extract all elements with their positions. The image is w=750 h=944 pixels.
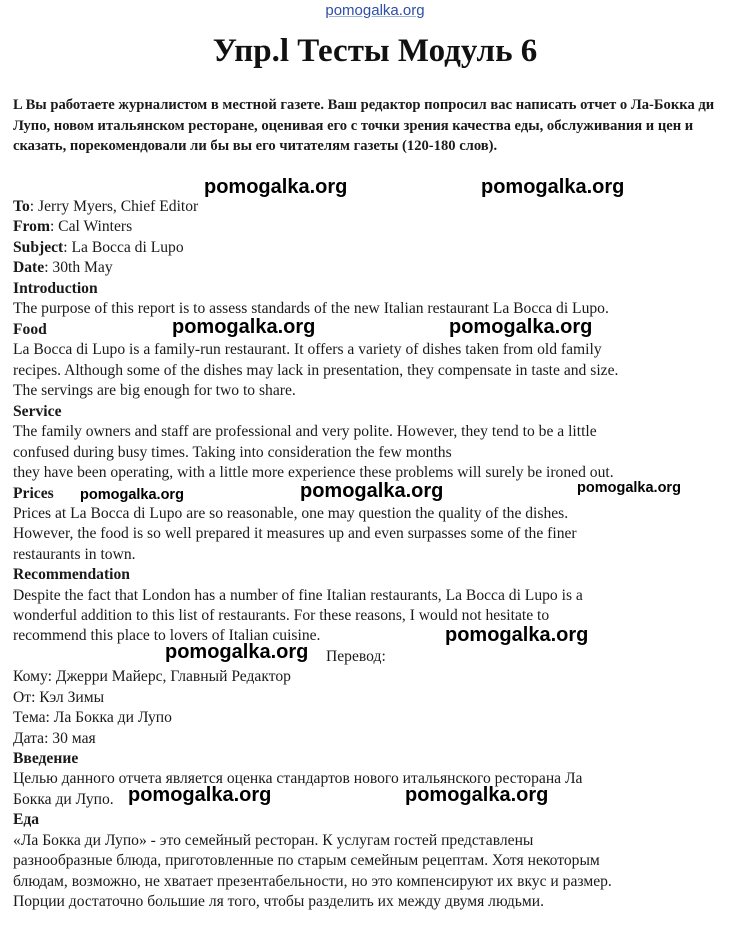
translation-intro-line: Бокка ди Лупо. [13,791,114,808]
translation-food-line: «Ла Бокка ди Лупо» - это семейный ресторан. К услугам гостей представлены [13,832,534,849]
prices-text-line: restaurants in town. [13,546,136,563]
translation-intro-line: Целью данного отчета является оценка стандартов нового итальянского ресторана Ла [13,770,583,787]
service-text-line: The family owners and staff are professional and very polite. However, they tend to be a little [13,423,597,440]
memo-to-label: To [13,198,30,215]
watermark: pomogalka.org [449,316,593,338]
recommendation-text-line: Despite the fact that London has a number of fine Italian restaurants, La Bocca di Lupo is a [13,587,583,604]
translation-subject: Тема: Ла Бокка ди Лупо [13,709,172,726]
memo-from-value: : Cal Winters [49,218,133,235]
food-text-line: The servings are big enough for two to share. [13,382,296,399]
memo-from [13,217,132,237]
translation-intro-heading: Введение [13,750,79,767]
page-title: Упр.l Тесты Модуль 6 [212,33,538,69]
food-text-line: La Bocca di Lupo is a family-run restaurant. It offers a variety of dishes taken from old family [13,341,602,358]
watermark: pomogalka.org [481,176,625,198]
translation-from: От: Кэл Зимы [13,689,105,706]
watermark: pomogalka.org [445,624,589,646]
food-heading: Food [13,321,47,338]
memo-date-value: : 30th May [44,259,113,276]
intro-text-line: The purpose of this report is to assess standards of the new Italian restaurant La Bocca di Lupo. [13,300,609,317]
prices-heading: Prices [13,485,54,502]
service-text-line: they have been operating, with a little more experience these problems will surely be ironed out. [13,464,614,481]
translation-label: Перевод: [326,648,386,665]
prices-text-line: Prices at La Bocca di Lupo are so reasonable, one may question the quality of the dishes. [13,505,569,522]
watermark: pomogalka.org [577,480,681,496]
memo-to [13,197,198,217]
memo-date-label: Date [13,259,45,276]
recommendation-heading: Recommendation [13,566,130,583]
recommendation-text-line: wonderful addition to this list of restaurants. For these reasons, I would not hesitate to [13,607,550,624]
recommendation-text-line: recommend this place to lovers of Italian cuisine. [13,627,321,644]
watermark: pomogalka.org [172,316,316,338]
site-header-link[interactable]: pomogalka.org [325,2,425,19]
watermark: pomogalka.org [204,176,348,198]
watermark: pomogalka.org [405,784,549,806]
memo-date [13,258,113,278]
translation-to: Кому: Джерри Майерс, Главный Редактор [13,668,291,685]
watermark: pomogalka.org [128,784,272,806]
service-text-line: confused during busy times. Taking into consideration the few months [13,444,452,461]
translation-food-heading: Еда [13,811,40,828]
intro-heading: Introduction [13,280,98,297]
memo-subject [13,238,184,258]
memo-from-label: From [13,218,50,235]
translation-food-line: разнообразные блюда, приготовленные по старым семейным рецептам. Хотя некоторым [13,852,600,869]
service-heading: Service [13,403,62,420]
watermark: pomogalka.org [165,641,309,663]
food-text-line: recipes. Although some of the dishes may lack in presentation, they compensate in taste and size. [13,362,619,379]
prices-text-line: However, the food is so well prepared it measures up and even surpasses some of the finer [13,525,577,542]
translation-food-line: Порции достаточно большие ля того, чтобы разделить их между двумя людьми. [13,893,544,910]
translation-food-line: блюдам, возможно, не хватает презентабельности, но это компенсируют их вкус и размер. [13,873,612,890]
memo-subject-label: Subject [13,239,64,256]
translation-date: Дата: 30 мая [13,730,96,747]
memo-subject-value: : La Bocca di Lupo [63,239,184,256]
watermark: pomogalka.org [80,487,184,503]
memo-to-value: : Jerry Myers, Chief Editor [29,198,199,215]
task-instructions: L Вы работаете журналистом в местной газете. Ваш редактор попросил вас написать отчет о Ла-Бокка ди Лупо, новом итальянском ресторане, оценивая его с точки зрения качества еды, обслуживания и цен и сказать, порекомендовали ли бы вы его читателям газеты (120-180 слов). [13,97,715,154]
watermark: pomogalka.org [300,480,444,502]
